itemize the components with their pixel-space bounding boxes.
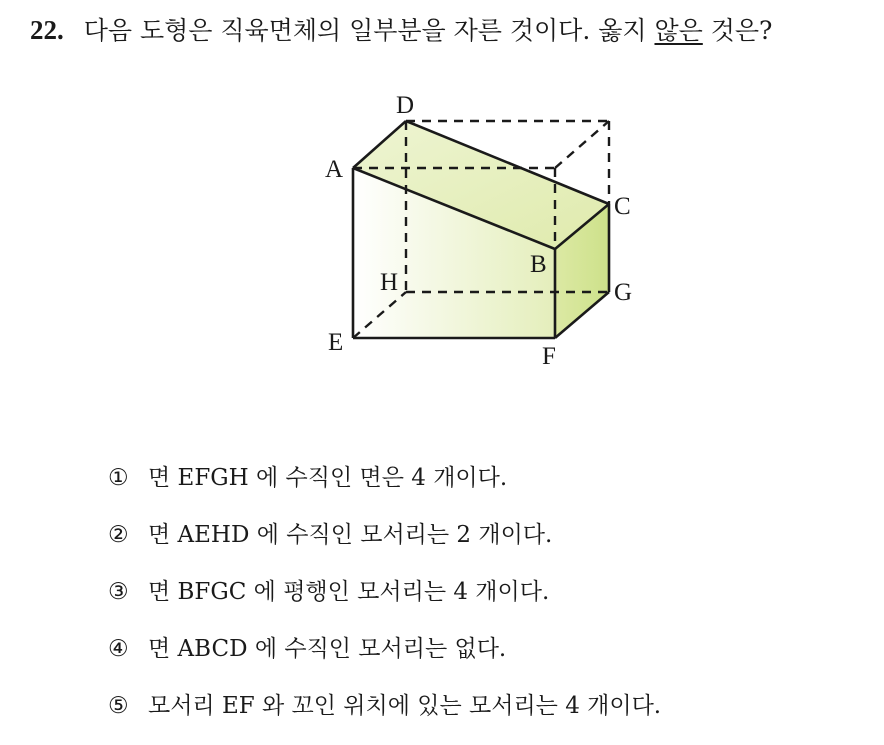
answer-choices (108, 460, 661, 745)
vertex-label-b: B (530, 251, 547, 278)
choice-5[interactable] (108, 688, 661, 745)
choice-2[interactable] (108, 517, 661, 574)
choice-1[interactable] (108, 460, 661, 517)
vertex-label-e: E (328, 329, 344, 356)
choice-text: 면 EFGH 에 수직인 면은 4 개이다. (148, 465, 508, 491)
choice-marker: ② (108, 522, 129, 548)
choice-text: 모서리 EF 와 꼬인 위치에 있는 모서리는 4 개이다. (148, 693, 662, 719)
question-number: 22. (30, 15, 64, 45)
choice-marker: ④ (108, 636, 129, 662)
choice-marker: ① (108, 465, 129, 491)
vertex-label-f: F (542, 343, 556, 370)
vertex-label-g: G (614, 279, 633, 306)
choice-text: 면 AEHD 에 수직인 모서리는 2 개이다. (148, 522, 553, 548)
question-text: 다음 도형은 직육면체의 일부분을 자른 것이다. 옳지 (83, 16, 655, 45)
vertex-label-d: D (396, 92, 415, 119)
question-header (30, 12, 772, 49)
choice-text: 면 ABCD 에 수직인 모서리는 없다. (148, 636, 507, 662)
vertex-label-h: H (380, 269, 399, 296)
choice-3[interactable] (108, 574, 661, 631)
choice-text: 면 BFGC 에 평행인 모서리는 4 개이다. (148, 579, 550, 605)
vertex-label-c: C (614, 193, 631, 220)
question-text-end: 것은? (702, 16, 773, 45)
question-emphasis: 않은 (654, 16, 703, 45)
choice-marker: ⑤ (108, 693, 129, 719)
solid-figure (300, 82, 660, 382)
choice-marker: ③ (108, 579, 129, 605)
vertex-label-a: A (325, 156, 344, 183)
choice-4[interactable] (108, 631, 661, 688)
